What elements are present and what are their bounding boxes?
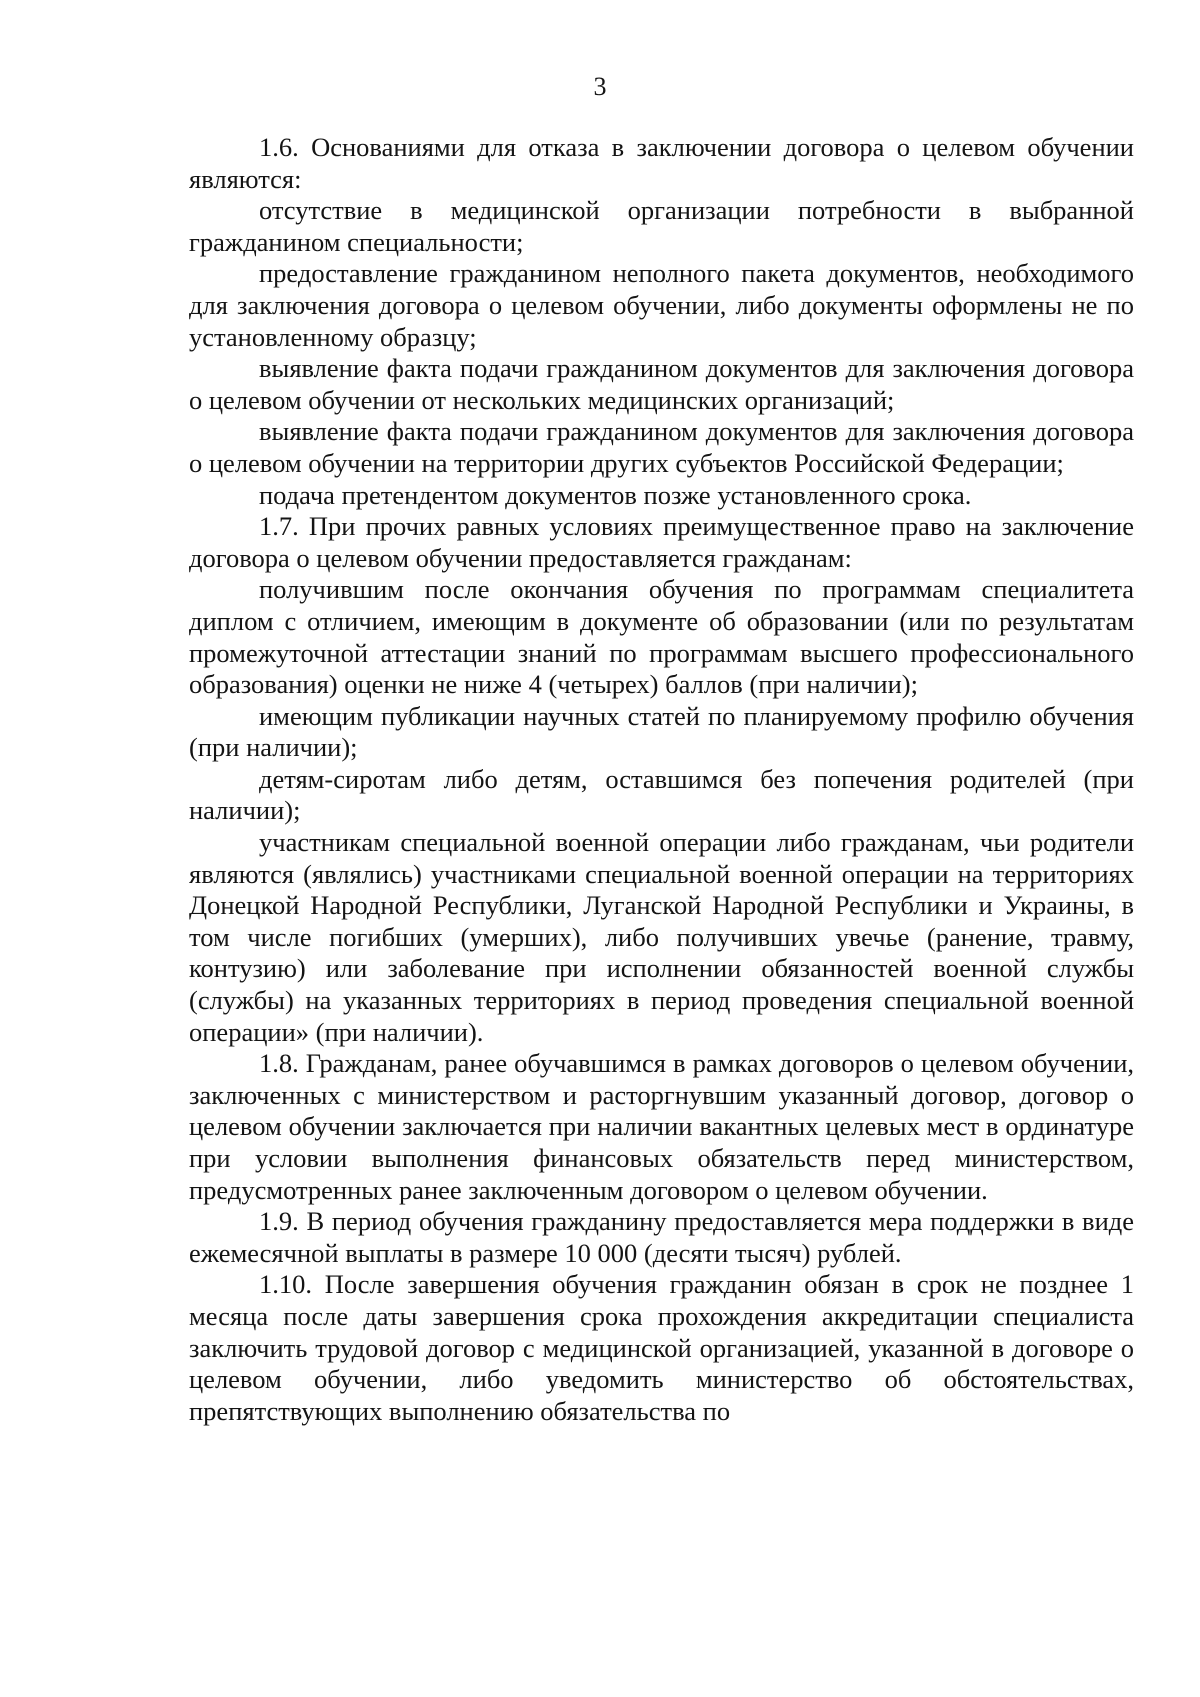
paragraph-1-8: 1.8. Гражданам, ранее обучавшимся в рамках договоров о целевом обучении, заключенных с министерством и расторгнувшим указанный договор, договор о целевом обучении заключается при наличии вакантных целевых мест в ординатуре при условии выполнения финансовых обязательств перед министерством, предусмотренных ранее заключенным договором о целевом обучении. xyxy=(189,1048,1134,1205)
refusal-reason-late-submission: подача претендентом документов позже установленного срока. xyxy=(259,479,972,510)
paragraph-1-7: 1.7. При прочих равных условиях преимущественное право на заключение договора о целевом обучении предоставляется гражданам: xyxy=(189,511,1134,573)
paragraph-1-6: 1.6. Основаниями для отказа в заключении договора о целевом обучении являются: xyxy=(189,132,1134,194)
paragraph-1-10: 1.10. После завершения обучения гражданин обязан в срок не позднее 1 месяца после даты завершения срока прохождения аккредитации специалиста заключить трудовой договор с медицинской организацией, указанной в договоре о целевом обучении, либо уведомить министерство об обстоятельствах, препятствующих выполнению обязательства по xyxy=(189,1269,1134,1426)
refusal-reason-other-regions: выявление факта подачи гражданином документов для заключения договора о целевом обучении на территории других субъектов Российской Федерации; xyxy=(189,416,1134,478)
priority-orphans: детям-сиротам либо детям, оставшимся без попечения родителей (при наличии); xyxy=(189,763,1134,826)
refusal-reason-no-demand: отсутствие в медицинской организации потребности в выбранной гражданином специальности; xyxy=(189,195,1134,257)
refusal-reason-incomplete-documents: предоставление гражданином неполного пакета документов, необходимого для заключения договора о целевом обучении, либо документы оформлены не по установленному образцу; xyxy=(189,258,1134,352)
priority-publications: имеющим публикации научных статей по планируемому профилю обучения (при наличии); xyxy=(189,700,1134,763)
paragraph-1-9: 1.9. В период обучения гражданину предоставляется мера поддержки в виде ежемесячной выплаты в размере 10 000 (десяти тысяч) рублей. xyxy=(189,1206,1134,1268)
document-body xyxy=(189,132,1134,1427)
refusal-reason-multiple-organizations: выявление факта подачи гражданином документов для заключения договора о целевом обучении от нескольких медицинских организаций; xyxy=(189,353,1134,415)
priority-svo-participants: участникам специальной военной операции либо гражданам, чьи родители являются (являлись) участниками специальной военной операции на территориях Донецкой Народной Республики, Луганской Народной Республики и Украины, в том числе погибших (умерших), либо получивших увечье (ранение, травму, контузию) или заболевание при исполнении обязанностей военной службы (службы) на указанных территориях в период проведения специальной военной операции» (при наличии). xyxy=(189,827,1134,1047)
priority-honors-diploma: получившим после окончания обучения по программам специалитета диплом с отличием, имеющим в документе об образовании (или по результатам промежуточной аттестации знаний по программам высшего профессионального образования) оценки не ниже 4 (четырех) баллов (при наличии); xyxy=(189,574,1134,700)
page-number: 3 xyxy=(593,72,607,101)
